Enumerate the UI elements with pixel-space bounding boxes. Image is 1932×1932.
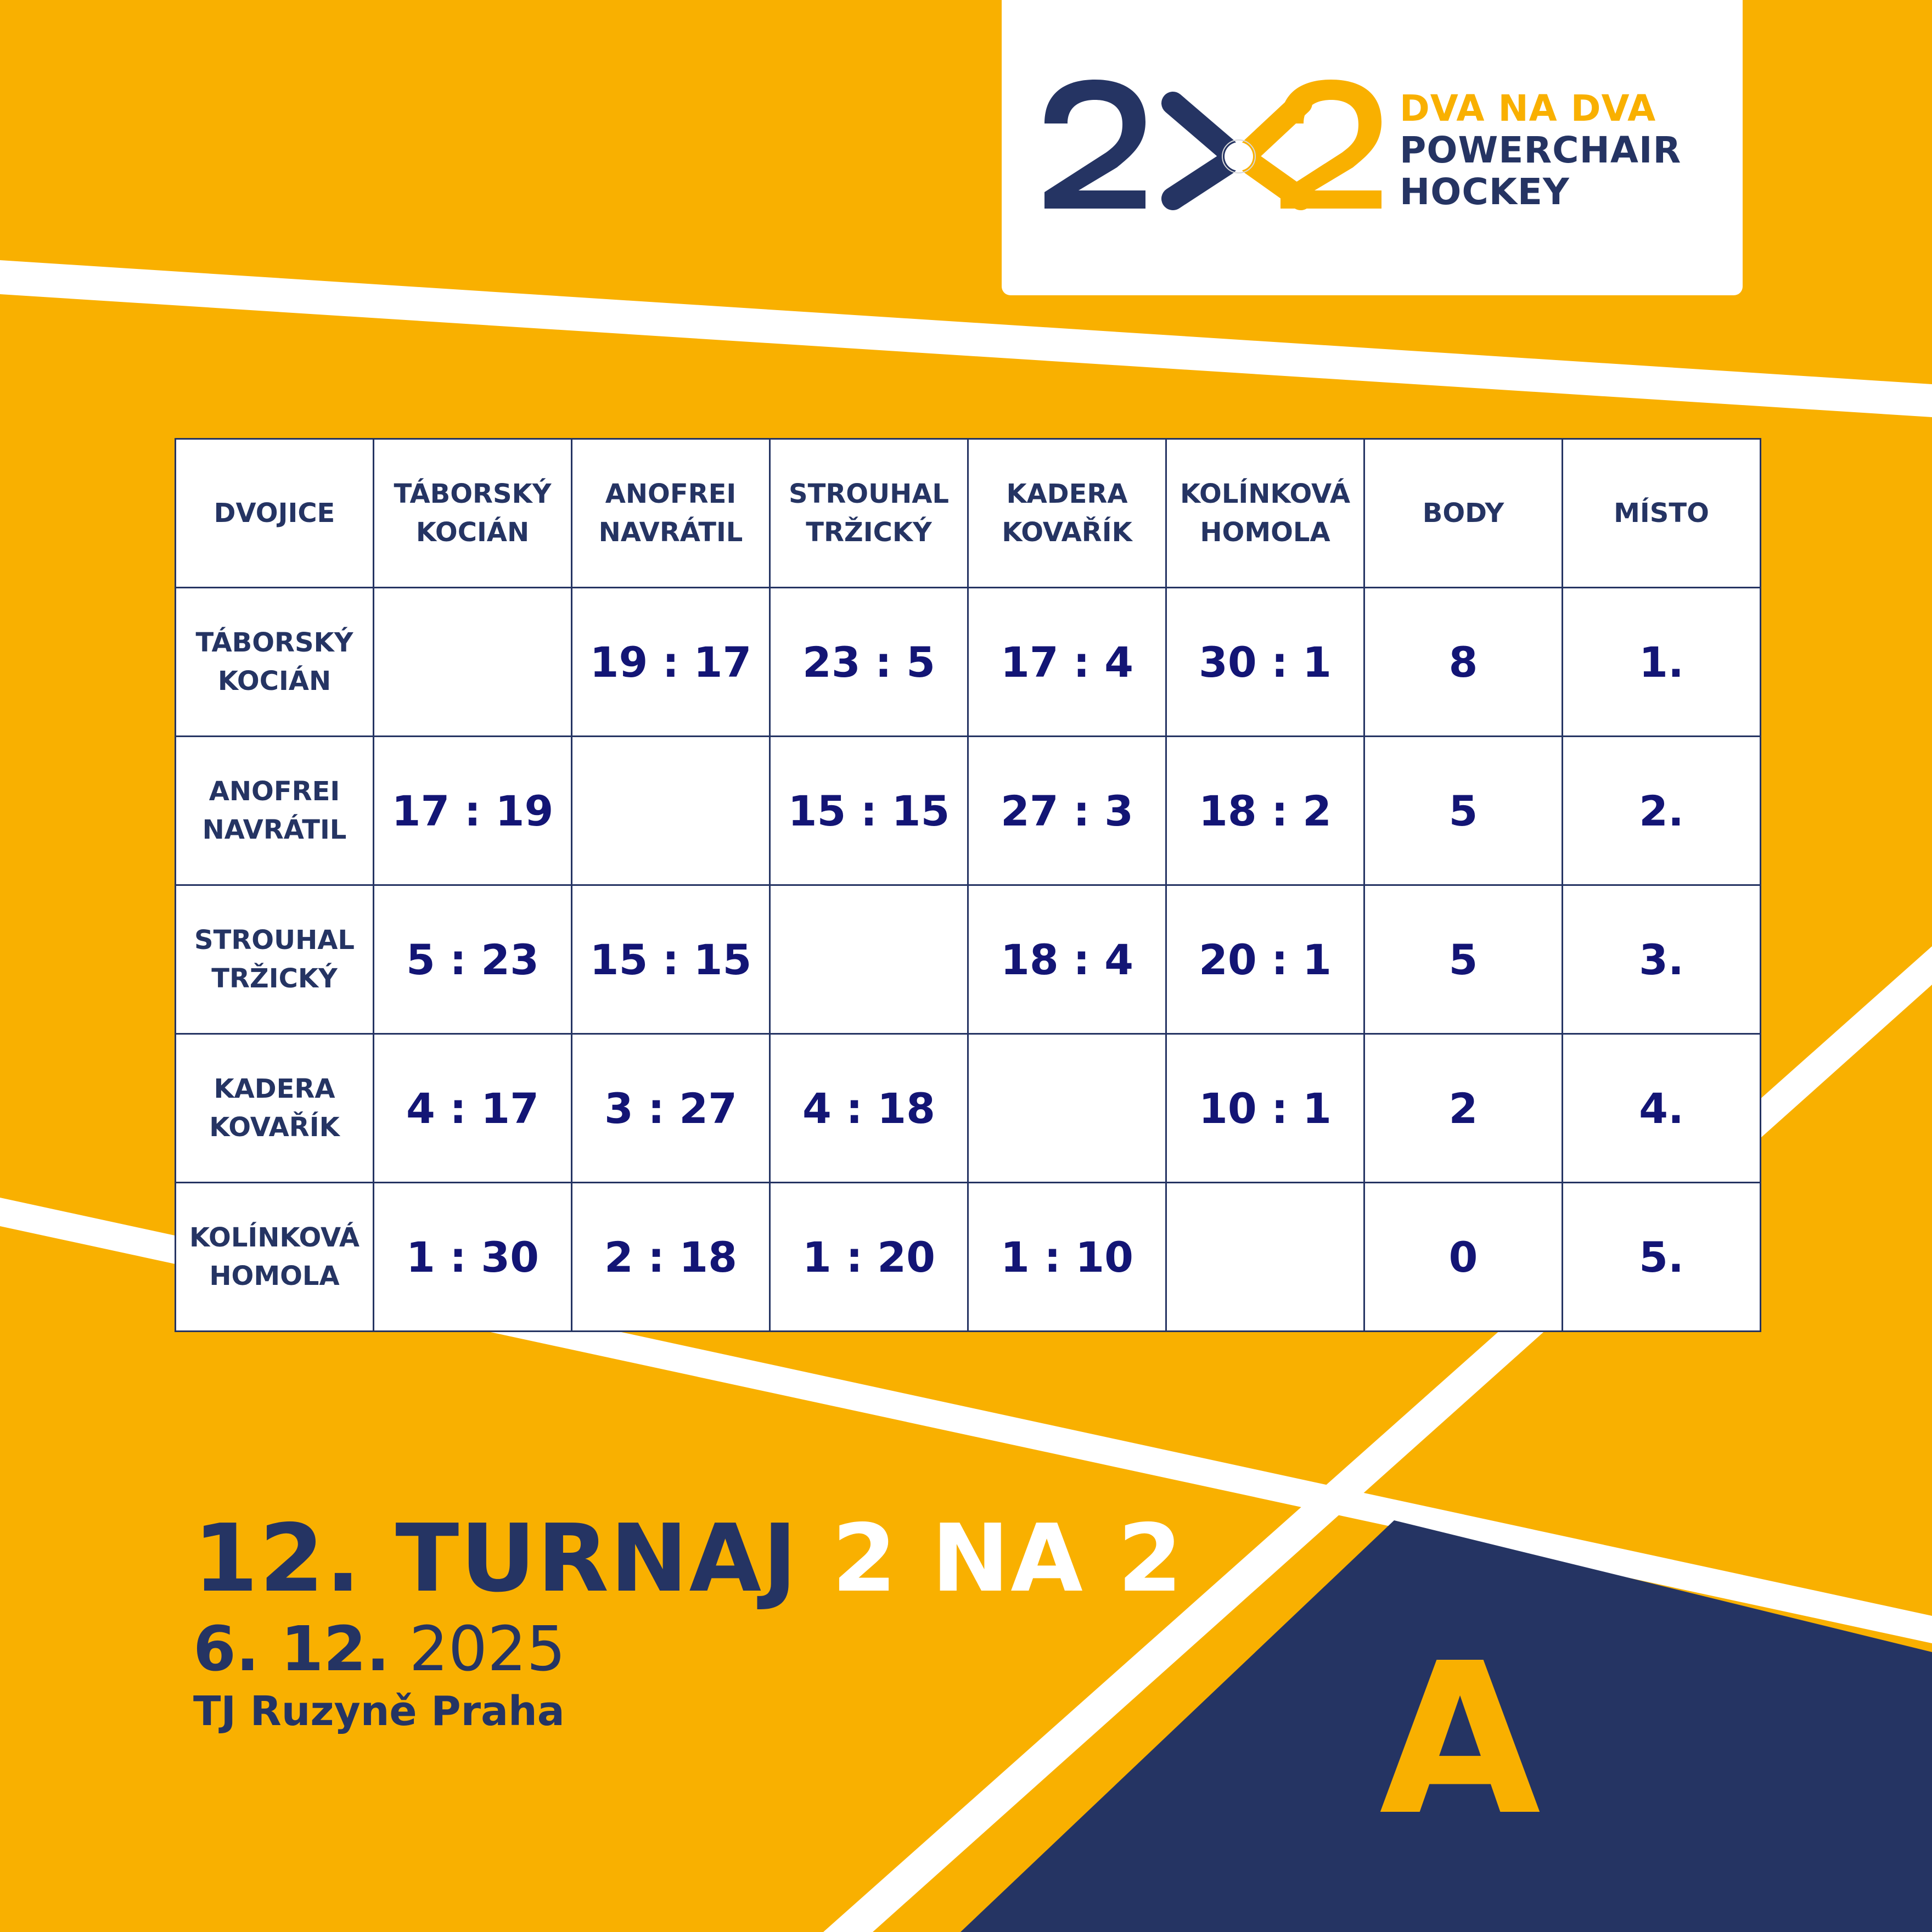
place-cell (1563, 588, 1761, 737)
logo-text (1400, 88, 1681, 213)
event-title-format: 2 NA 2 (832, 1504, 1184, 1613)
diagonal-cell (572, 737, 770, 885)
table-row (176, 737, 1761, 885)
column-header-line1: ANOFREI (605, 479, 737, 509)
score-cell (374, 1034, 572, 1183)
row-header (176, 1034, 374, 1183)
score: 2 : 18 (604, 1232, 737, 1282)
row-header (176, 588, 374, 737)
event-date-day-month: 6. 12. (193, 1614, 390, 1685)
column-header-line2: NAVRÁTIL (598, 517, 743, 548)
score: 23 : 5 (802, 637, 935, 687)
points: 2 (1448, 1083, 1478, 1133)
score: 3 : 27 (604, 1083, 737, 1133)
table-row (176, 1183, 1761, 1332)
score: 18 : 4 (1001, 935, 1133, 984)
results-table (175, 438, 1761, 1332)
row-header-line1: STROUHAL (194, 925, 355, 956)
corner-header-cell (176, 439, 374, 588)
score-cell (374, 1183, 572, 1332)
score-cell (770, 588, 968, 737)
column-header-line2: KOCIÁN (415, 517, 530, 548)
score: 30 : 1 (1199, 637, 1332, 687)
table-header-row (176, 439, 1761, 588)
logo-line-2: POWERCHAIR (1400, 129, 1682, 171)
column-header-5 (1166, 439, 1364, 588)
score: 1 : 20 (802, 1232, 935, 1282)
points: 5 (1448, 935, 1478, 984)
column-header-3 (770, 439, 968, 588)
score-cell (968, 588, 1166, 737)
column-header-line1: KOLÍNKOVÁ (1180, 479, 1351, 509)
column-header-line1: KADERA (1006, 479, 1128, 509)
place-header-cell (1563, 439, 1761, 588)
score-cell (1166, 885, 1364, 1034)
table-row (176, 1034, 1761, 1183)
score: 1 : 30 (406, 1232, 539, 1282)
event-title-number: 12. TURNAJ (193, 1504, 799, 1613)
score: 5 : 23 (406, 935, 539, 984)
score-cell (374, 737, 572, 885)
row-header-line1: ANOFREI (209, 776, 340, 807)
corner-header: DVOJICE (214, 498, 335, 529)
points-header: BODY (1422, 498, 1504, 529)
score-cell (770, 1034, 968, 1183)
score-cell (374, 885, 572, 1034)
score: 10 : 1 (1199, 1083, 1332, 1133)
score: 17 : 4 (1001, 637, 1133, 687)
points-cell (1364, 1034, 1563, 1183)
place: 1. (1639, 637, 1684, 687)
points: 8 (1448, 637, 1478, 687)
place: 5. (1639, 1232, 1684, 1282)
score: 27 : 3 (1001, 786, 1133, 835)
score-cell (572, 885, 770, 1034)
points-cell (1364, 1183, 1563, 1332)
event-venue: TJ Ruzyně Praha (193, 1688, 565, 1735)
place-cell (1563, 885, 1761, 1034)
score-cell (770, 737, 968, 885)
score: 20 : 1 (1199, 935, 1332, 984)
points-header-cell (1364, 439, 1563, 588)
row-header (176, 737, 374, 885)
event-date (193, 1611, 566, 1688)
logo-line-3: HOCKEY (1400, 171, 1570, 213)
place-header: MÍSTO (1614, 498, 1709, 529)
score-cell (572, 1183, 770, 1332)
score-cell (1166, 737, 1364, 885)
score-cell (1166, 1034, 1364, 1183)
row-header-line1: KADERA (214, 1074, 335, 1104)
diagonal-cell (968, 1034, 1166, 1183)
column-header-line2: HOMOLA (1200, 517, 1330, 548)
diagonal-cell (770, 885, 968, 1034)
diagonal-cell (374, 588, 572, 737)
diagonal-cell (1166, 1183, 1364, 1332)
points-cell (1364, 737, 1563, 885)
column-header-line2: TRŽICKÝ (806, 517, 932, 548)
place: 2. (1639, 786, 1684, 835)
points-cell (1364, 588, 1563, 737)
column-header-line2: KOVAŘÍK (1002, 517, 1132, 548)
score-cell (968, 885, 1166, 1034)
row-header-line1: TÁBORSKÝ (195, 627, 353, 658)
group-letter: A (1379, 1618, 1541, 1861)
row-header-line1: KOLÍNKOVÁ (189, 1222, 360, 1253)
row-header-line2: KOCIÁN (217, 666, 332, 697)
place: 3. (1639, 935, 1684, 984)
column-header-1 (374, 439, 572, 588)
score-cell (770, 1183, 968, 1332)
column-header-line1: TÁBORSKÝ (394, 479, 552, 509)
points: 5 (1448, 786, 1478, 835)
logo-line-1: DVA NA DVA (1400, 87, 1656, 130)
event-date-year: 2025 (409, 1614, 566, 1685)
table-row (176, 588, 1761, 737)
row-header (176, 1183, 374, 1332)
score-cell (968, 1183, 1166, 1332)
column-header-2 (572, 439, 770, 588)
table-row (176, 885, 1761, 1034)
score-cell (1166, 588, 1364, 737)
score-cell (968, 737, 1166, 885)
row-header-line2: NAVRÁTIL (202, 815, 347, 845)
score: 15 : 15 (788, 786, 950, 835)
column-header-4 (968, 439, 1166, 588)
score: 18 : 2 (1199, 786, 1332, 835)
place-cell (1563, 1034, 1761, 1183)
row-header-line2: HOMOLA (209, 1261, 340, 1291)
score: 15 : 15 (589, 935, 752, 984)
score: 4 : 17 (406, 1083, 539, 1133)
place: 4. (1639, 1083, 1684, 1133)
logo-mark-icon (1002, 0, 1386, 295)
score-cell (572, 588, 770, 737)
score: 19 : 17 (589, 637, 752, 687)
score: 4 : 18 (802, 1083, 935, 1133)
place-cell (1563, 1183, 1761, 1332)
row-header-line2: TRŽICKÝ (211, 963, 338, 994)
event-title (193, 1504, 1183, 1614)
place-cell (1563, 737, 1761, 885)
row-header (176, 885, 374, 1034)
row-header-line2: KOVAŘÍK (209, 1112, 340, 1143)
column-header-line1: STROUHAL (789, 479, 949, 509)
score-cell (572, 1034, 770, 1183)
points: 0 (1448, 1232, 1478, 1282)
points-cell (1364, 885, 1563, 1034)
score: 17 : 19 (391, 786, 554, 835)
score: 1 : 10 (1001, 1232, 1133, 1282)
logo-box (1002, 0, 1743, 295)
